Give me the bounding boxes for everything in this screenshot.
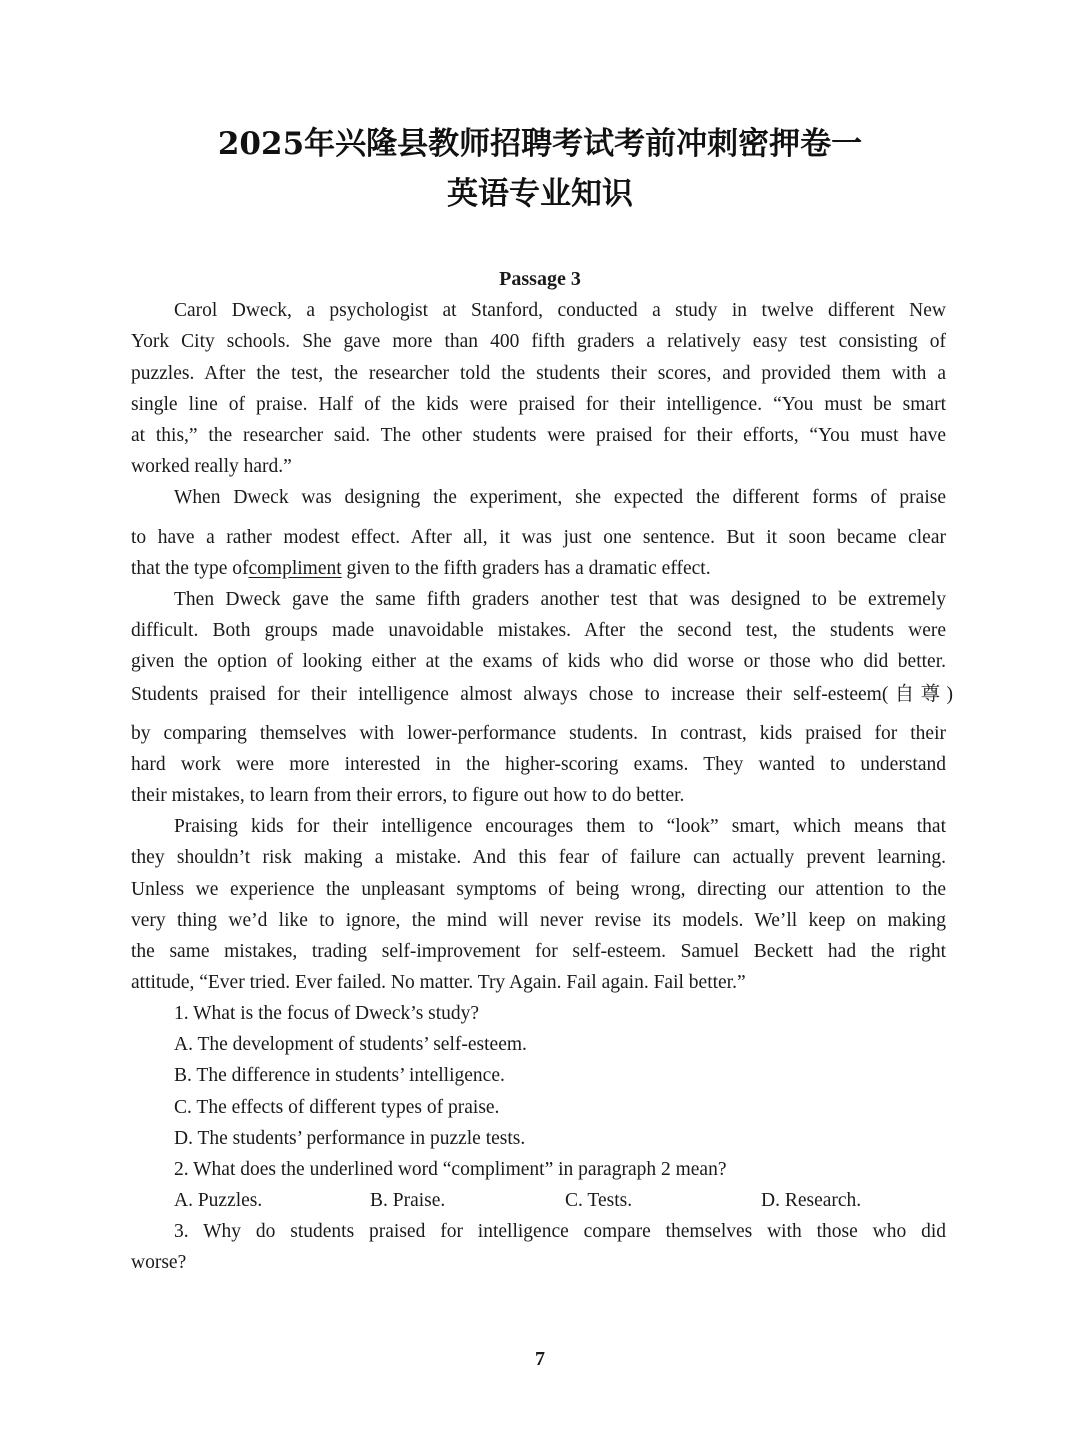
passage-line: by comparing themselves with lower-performance students. In contrast, kids praised for their bbox=[131, 723, 946, 744]
passage-line: York City schools. She gave more than 400 fifth graders a relatively easy test consisting of bbox=[131, 331, 946, 352]
passage-line: worked really hard.” bbox=[131, 456, 292, 477]
passage-line-underlined bbox=[131, 556, 946, 582]
passage-line: the same mistakes, trading self-improvement for self-esteem. Samuel Beckett had the right bbox=[131, 941, 946, 962]
passage-line: Praising kids for their intelligence encourages them to “look” smart, which means that bbox=[174, 816, 946, 837]
passage-line: difficult. Both groups made unavoidable mistakes. After the second test, the students were bbox=[131, 620, 946, 641]
passage-line: puzzles. After the test, the researcher told the students their scores, and provided them with a bbox=[131, 363, 946, 384]
passage-line: very thing we’d like to ignore, the mind will never revise its models. We’ll keep on making bbox=[131, 910, 946, 931]
passage-line: Students praised for their intelligence almost always chose to increase their self-esteem(自尊) bbox=[131, 684, 953, 705]
passage-line: Carol Dweck, a psychologist at Stanford, conducted a study in twelve different New bbox=[174, 300, 946, 321]
page-number: 7 bbox=[535, 1348, 545, 1370]
passage-line: their mistakes, to learn from their errors, to figure out how to do better. bbox=[131, 785, 685, 806]
exam-title: 2025年兴隆县教师招聘考试考前冲刺密押卷一 bbox=[217, 126, 863, 162]
passage-text: that the type of bbox=[131, 558, 249, 579]
question-1-option-b: B. The difference in students’ intelligence. bbox=[174, 1065, 505, 1086]
passage-line: to have a rather modest effect. After all, it was just one sentence. But it soon became clear bbox=[131, 527, 946, 548]
passage-line: When Dweck was designing the experiment, she expected the different forms of praise bbox=[174, 487, 946, 508]
question-2-stem: 2. What does the underlined word “compliment” in paragraph 2 mean? bbox=[174, 1159, 727, 1180]
question-1-option-a: A. The development of students’ self-esteem. bbox=[174, 1034, 527, 1055]
underlined-word-compliment: compliment bbox=[248, 558, 342, 579]
exam-subject: 英语专业知识 bbox=[447, 176, 633, 212]
passage-line: single line of praise. Half of the kids were praised for their intelligence. “You must be smart bbox=[131, 394, 946, 415]
passage-line: they shouldn’t risk making a mistake. And this fear of failure can actually prevent learning. bbox=[131, 847, 946, 868]
question-2-option-d: D. Research. bbox=[761, 1190, 862, 1211]
passage-line: hard work were more interested in the higher-scoring exams. They wanted to understand bbox=[131, 754, 946, 775]
passage-line: Then Dweck gave the same fifth graders another test that was designed to be extremely bbox=[174, 589, 946, 610]
question-3-stem-continued: worse? bbox=[131, 1252, 187, 1273]
question-1-option-d: D. The students’ performance in puzzle tests. bbox=[174, 1128, 526, 1149]
passage-text: given to the fifth graders has a dramatic effect. bbox=[341, 558, 711, 579]
passage-line: attitude, “Ever tried. Ever failed. No matter. Try Again. Fail again. Fail better.” bbox=[131, 972, 746, 993]
question-2-option-c: C. Tests. bbox=[565, 1190, 633, 1211]
question-3-stem: 3. Why do students praised for intelligence compare themselves with those who did bbox=[174, 1221, 946, 1242]
passage-line: Unless we experience the unpleasant symptoms of being wrong, directing our attention to the bbox=[131, 879, 946, 900]
question-1-stem: 1. What is the focus of Dweck’s study? bbox=[174, 1003, 480, 1024]
question-2-option-a: A. Puzzles. bbox=[174, 1190, 263, 1211]
passage-line: given the option of looking either at the exams of kids who did worse or those who did better. bbox=[131, 651, 946, 672]
question-2-option-b: B. Praise. bbox=[370, 1190, 446, 1211]
question-1-option-c: C. The effects of different types of praise. bbox=[174, 1097, 500, 1118]
passage-heading: Passage 3 bbox=[499, 268, 581, 290]
passage-line: at this,” the researcher said. The other students were praised for their efforts, “You must have bbox=[131, 425, 946, 446]
